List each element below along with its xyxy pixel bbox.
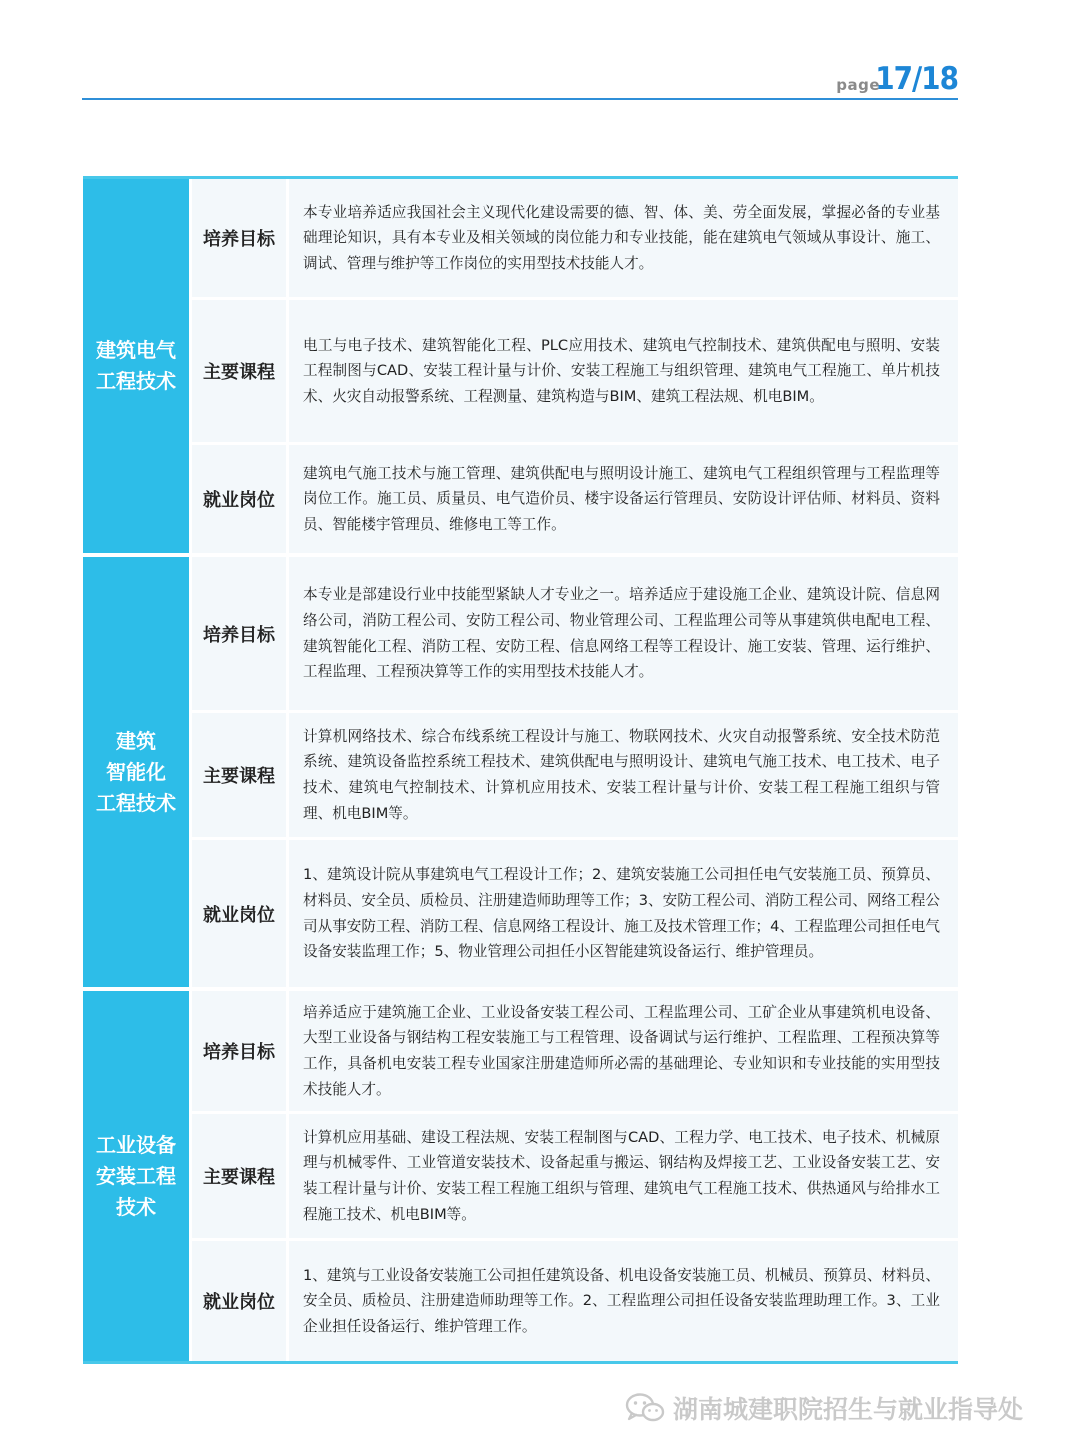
program-group [83,179,958,553]
row-text: 1、建筑与工业设备安装施工公司担任建筑设备、机电设备安装施工员、机械员、预算员、材料员、安全员、质检员、注册建造师助理等工作。2、工程监理公司担任设备安装监理助理工作。3、工业企业担任设备运行、维护管理工作。 [303,1266,940,1335]
watermark [625,1388,1023,1428]
row-content [289,557,958,710]
row-content [289,445,958,553]
row-label: 培养目标 [192,991,286,1111]
row-content [289,1241,958,1361]
row-label: 就业岗位 [192,1241,286,1361]
row-label: 主要课程 [192,300,286,442]
row-text: 培养适应于建筑施工企业、工业设备安装工程公司、工程监理公司、工矿企业从事建筑机电设备、大型工业设备与钢结构工程安装施工与工程管理、设备调试与运行维护、工程监理、工程预决算等工作，具备机电安装工程专业国家注册建造师所必需的基础理论、专业知识和专业技能的实用型技术技能人才。 [303,1003,940,1098]
row-main-courses [189,1114,958,1238]
row-employment [189,1241,958,1361]
watermark-text: 湖南城建职院招生与就业指导处 [673,1395,1024,1424]
row-label: 就业岗位 [192,445,286,553]
row-label: 主要课程 [192,713,286,837]
row-label: 培养目标 [192,179,286,297]
row-main-courses [189,713,958,837]
row-content [289,179,958,297]
row-training-goal [189,557,958,710]
page-header [82,58,958,100]
row-text: 电工与电子技术、建筑智能化工程、PLC应用技术、建筑电气控制技术、建筑供配电与照明、安装工程制图与CAD、安装工程计量与计价、安装工程施工与组织管理、建筑电气工程施工、单片机技术、火灾自动报警系统、工程测量、建筑构造与BIM、建筑工程法规、机电BIM。 [303,336,940,405]
row-label: 培养目标 [192,557,286,710]
major-name-cell [83,991,189,1361]
major-name-cell [83,179,189,553]
program-group [83,991,958,1361]
row-content [289,991,958,1111]
table-bottom-rule [83,1361,958,1364]
row-content [289,713,958,837]
row-text: 计算机网络技术、综合布线系统工程设计与施工、物联网技术、火灾自动报警系统、安全技术防范系统、建筑设备监控系统工程技术、建筑供配电与照明设计、建筑电气施工技术、电工技术、电子技术、建筑电气控制技术、计算机应用技术、安装工程计量与计价、安装工程工程施工组织与管理、机电BIM等。 [303,727,940,822]
row-label: 主要课程 [192,1114,286,1238]
row-text: 1、建筑设计院从事建筑电气工程设计工作；2、建筑安装施工公司担任电气安装施工员、预算员、材料员、安全员、质检员、注册建造师助理等工作；3、安防工程公司、消防工程公司、网络工程公司从事安防工程、消防工程、信息网络工程设计、施工及技术管理工作；4、工程监理公司担任电气设备安装监理工作；5、物业管理公司担任小区智能建筑设备运行、维护管理员。 [303,866,940,961]
row-training-goal [189,179,958,297]
row-text: 本专业培养适应我国社会主义现代化建设需要的德、智、体、美、劳全面发展，掌握必备的专业基础理论知识，具有本专业及相关领域的岗位能力和专业技能，能在建筑电气领域从事设计、施工、调试、管理与维护等工作岗位的实用型技术技能人才。 [303,203,940,272]
page-label: page [836,76,880,94]
row-employment [189,840,958,987]
row-label: 就业岗位 [192,840,286,987]
row-text: 计算机应用基础、建设工程法规、安装工程制图与CAD、工程力学、电工技术、电子技术、机械原理与机械零件、工业管道安装技术、设备起重与搬运、钢结构及焊接工艺、工业设备安装工艺、安装工程计量与计价、安装工程工程施工组织与管理、建筑电气工程施工技术、供热通风与给排水工程施工技术、机电BIM等。 [303,1128,940,1223]
row-content [289,300,958,442]
row-training-goal [189,991,958,1111]
row-employment [189,445,958,553]
row-text: 本专业是部建设行业中技能型紧缺人才专业之一。培养适应于建设施工企业、建筑设计院、信息网络公司，消防工程公司、安防工程公司、物业管理公司、工程监理公司等从事建筑供电配电工程、建筑智能化工程、消防工程、安防工程、信息网络工程等工程设计、施工安装、管理、运行维护、工程监理、工程预决算等工作的实用型技术技能人才。 [303,586,940,681]
program-group [83,557,958,987]
major-name: 工业设备 安装工程 技术 [96,1132,176,1219]
major-name-cell [83,557,189,987]
major-name: 建筑 智能化 工程技术 [96,728,176,815]
row-main-courses [189,300,958,442]
row-text: 建筑电气施工技术与施工管理、建筑供配电与照明设计施工、建筑电气工程组织管理与工程监理等岗位工作。施工员、质量员、电气造价员、楼宇设备运行管理员、安防设计评估师、材料员、资料员、智能楼宇管理员、维修电工等工作。 [303,464,940,533]
row-content [289,1114,958,1238]
major-name: 建筑电气 工程技术 [96,338,176,393]
page-number: 17/18 [875,61,958,97]
row-content [289,840,958,987]
wechat-icon [625,1392,665,1424]
